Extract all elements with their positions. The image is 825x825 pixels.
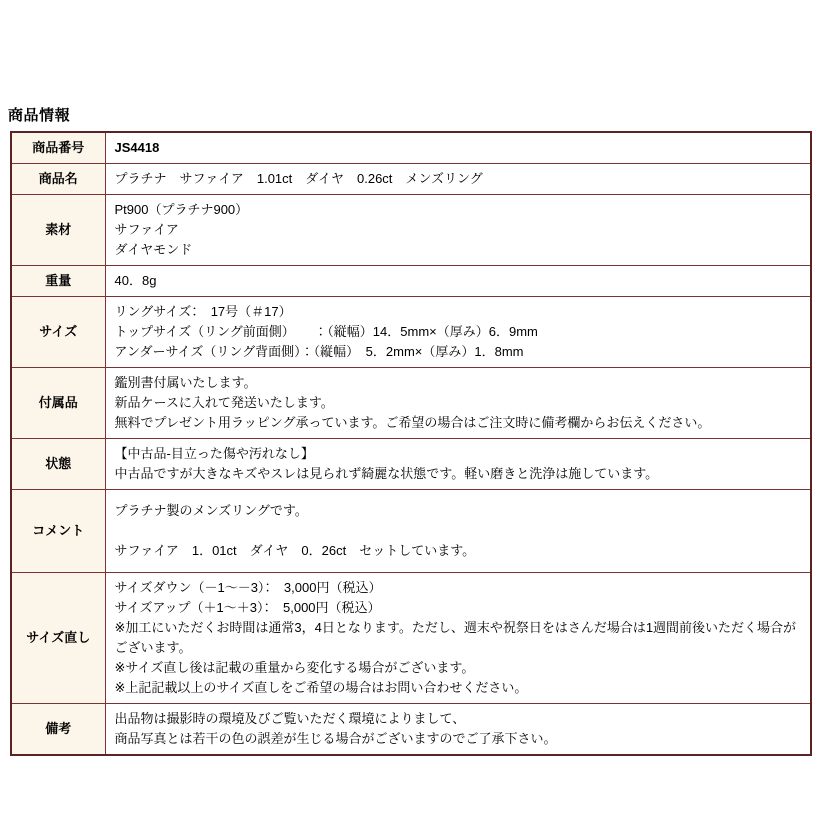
table-row xyxy=(11,368,811,439)
row-label: サイズ xyxy=(11,297,105,368)
table-row xyxy=(11,297,811,368)
row-label: 商品番号 xyxy=(11,132,105,164)
row-value: 40．8g xyxy=(105,266,811,297)
table-row xyxy=(11,490,811,573)
table-row xyxy=(11,439,811,490)
page-title: 商品情報 xyxy=(8,107,71,124)
table-row xyxy=(11,164,811,195)
row-label: 素材 xyxy=(11,195,105,266)
row-label: 状態 xyxy=(11,439,105,490)
row-label: コメント xyxy=(11,490,105,573)
row-label: 備考 xyxy=(11,704,105,756)
row-value: 出品物は撮影時の環境及びご覧いただく環境によりまして、 商品写真とは若干の色の誤差が生じる場合がございますのでご了承下さい。 xyxy=(105,704,811,756)
row-value: 【中古品-目立った傷や汚れなし】 中古品ですが大きなキズやスレは見られず綺麗な状態です。軽い磨きと洗浄は施しています。 xyxy=(105,439,811,490)
row-label: 商品名 xyxy=(11,164,105,195)
row-value: プラチナ製のメンズリングです。 サファイア 1．01ct ダイヤ 0．26ct セットしています。 xyxy=(105,490,811,573)
row-value: リングサイズ： 17号（＃17） トップサイズ（リング前面側） ：（縦幅）14．5mm×（厚み）6．9mm アンダーサイズ（リング背面側）：（縦幅） 5．2mm×（厚み）1．8mm xyxy=(105,297,811,368)
row-value: Pt900（プラチナ900） サファイア ダイヤモンド xyxy=(105,195,811,266)
table-row xyxy=(11,704,811,756)
row-value: サイズダウン（－1～－3）： 3,000円（税込） サイズアップ（＋1～＋3）： 5,000円（税込） ※加工にいただくお時間は通常3，4日となります。ただし、週末や祝祭日をはさんだ場合は1週間前後いただく場合がございます。 ※サイズ直し後は記載の重量から変化する場合がございます。 ※上記記載以上のサイズ直しをご希望の場合はお問い合わせください。 xyxy=(105,573,811,704)
table-row xyxy=(11,573,811,704)
product-table-body xyxy=(11,132,811,755)
row-value: JS4418 xyxy=(105,132,811,164)
row-label: 付属品 xyxy=(11,368,105,439)
row-label: 重量 xyxy=(11,266,105,297)
row-value: 鑑別書付属いたします。 新品ケースに入れて発送いたします。 無料でプレゼント用ラッピング承っています。ご希望の場合はご注文時に備考欄からお伝えください。 xyxy=(105,368,811,439)
product-info-table xyxy=(10,131,812,756)
table-row xyxy=(11,266,811,297)
table-row xyxy=(11,132,811,164)
row-value: プラチナ サファイア 1.01ct ダイヤ 0.26ct メンズリング xyxy=(105,164,811,195)
row-label: サイズ直し xyxy=(11,573,105,704)
table-row xyxy=(11,195,811,266)
